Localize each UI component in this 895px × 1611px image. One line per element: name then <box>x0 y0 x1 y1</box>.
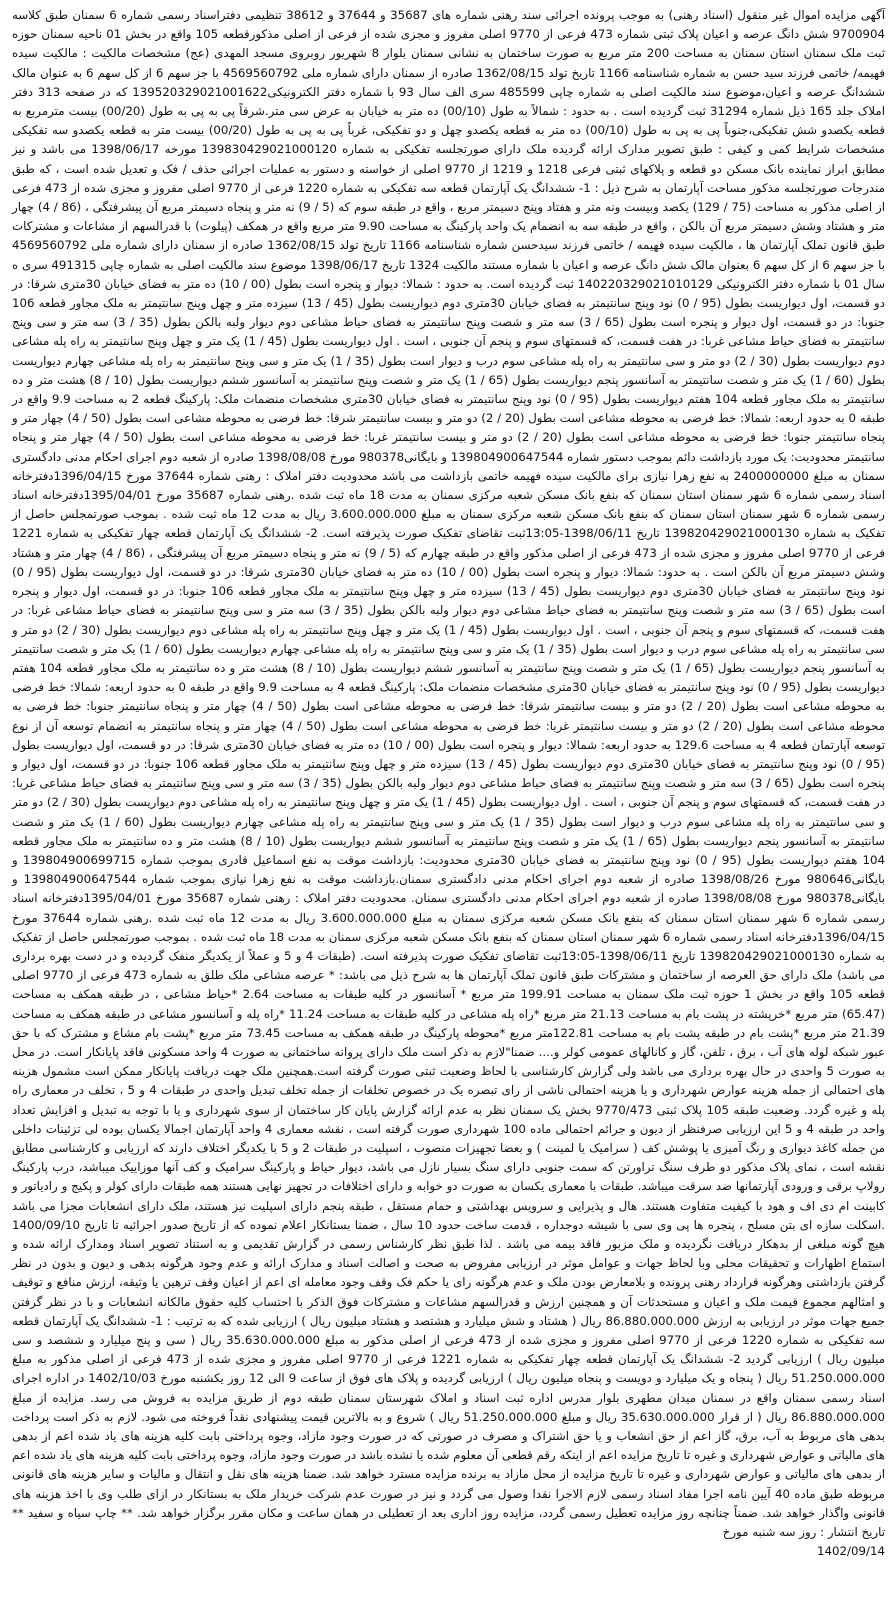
auction-notice-text <box>12 6 885 1542</box>
publish-date: 1402/09/14 <box>817 1544 885 1559</box>
notice-body: آگهی مزایده اموال غیر منقول (اسناد رهنی) به موجب پرونده اجرائی سند رهنی شماره های 35687 و 37644 و 38612 تنظیمی دفتراسناد رسمی شماره 6 سمنان طبق کلاسه 9700904 شش دانگ عرصه و اعیان پلاک ثبتی شماره 473 فرعی از 9770 اصلی مفروز و مجزی شده از فرعی از اصلی مذکورقطعه 105 واقع در بخش 01 ناحیه سمنان حوزه ثبت ملک سمنان استان سمنان به مساحت 200 متر مربع به صورت ساختمان به نشانی سمنان بلوار 8 شهریور روبروی مسجد المهدی (عج) مشخصات مالکیت : مالکیت سیده فهیمه/ خاتمی فرزند سید حسن به شماره شناسنامه 1166 تاریخ تولد 1362/08/15 صادره از سمنان دارای شماره ملی 4569560792 با جز سهم 6 از کل سهم 6 به عنوان مالک ششدانگ عرصه و اعیان،موضوع سند مالکیت اصلی به شماره چاپی 485599 سری الف سال 93 با شماره دفتر الکترونیکی139520329021001622 که در صفحه 313 دفتر املاک جلد 165 ذیل شماره 31294 ثبت گردیده است . به حدود : شمالاً به طول (00/10) ده متر به خیابان به عرض سی متر.شرقاً پی به پی به طول (00/20) بیست مترمربع به قطعه یکصدو شش تفکیکی،جنوباً پی به پی به طول (00/10) ده متر به قطعه یکصدو چهل و دو تفکیکی، غرباً پی به پی به طول (00/20) بیست متر به قطعه یکصدو سه تفکیکی مشخصات شرایط کمی و کیفی : طبق تصویر مدارک ارائه گردیده ملک دارای صورتجلسه تفکیکی به شماره 139830429021000120 مورخه 1398/06/17 می باشد و نیز مطابق ابراز نماینده بانک مسکن دو قطعه و پلاکهای ثبتی فرعی 1218 و 1219 از 9770 اصلی از خواسته و دستور به عملیات اجرائی حذف / فک و تعدیل شده است ، که طبق مندرجات صورتجلسه مذکور مساحت آپارتمان به شرح ذیل : 1- ششدانگ یک آپارتمان قطعه سه تفکیکی به شماره 1220 فرعی از 9770 اصلی مفروز و مجزی شده از 473 فرعی از اصلی مذکور به مساحت (75 / 129) یکصد وبیست ونه متر و هفتاد وپنج دسیمتر مربع ، واقع در طبقه سوم که (5 / 9) نه متر و پنجاه دسیمتر مربع آن پیشرفتگی ، (86 / 4) چهار متر و هشتاد وشش دسیمتر مربع آن بالکن ، واقع در طبقه سه به انضمام یک واحد پارکینگ به مساحت 9.90 متر مربع واقع در همکف (پیلوت) با قدرالسهم از مشاعات و مشترکات طبق قانون تملک آپارتمان ها ، مالکیت سیده فهیمه / خاتمی فرزند سیدحسن شماره شناسنامه 1166 تاریخ تولد 1362/08/15 صادره از سمنان دارای شماره ملی 4569560792 با جز سهم 6 از کل سهم 6 بعنوان مالک شش دانگ عرصه و اعیان با شماره مستند مالکیت 1324 تاریخ 1398/06/17 موضوع سند مالکیت اصلی به شماره چاپی 491315 سری ه سال 01 با شماره دفتر الکترونیکی 140220329021010129 ثبت گردیده است. به حدود : شمالا: دیوار و پنجره است بطول (00 / 10) ده متر به فضای خیابان 30متری شرقا: در دو قسمت، اول دیواریست بطول (95 / 0) نود وپنج سانتیمتر به فضای خیابان 30متری دوم دیواریست بطول (45 / 13) سیزده متر و چهل وپنج سانتیمتر به ملک مجاور قطعه 106 جنوبا: در دو قسمت، اول دیوار و پنجره است بطول (65 / 3) سه متر و شصت وپنج سانتیمتر به فضای حیاط مشاعی دوم دیوار ولبه بالکن بطول (35 / 3) سه متر و سی وپنج سانتیمتر به فضای حیاط مشاعی غربا: در هفت قسمت، که قسمتهای سوم و پنجم آن جنوبی ، است . اول دیواریست بطول (45 / 1) یک متر و چهل وپنج سانتیمتر به راه پله مشاعی دوم دیواریست بطول (30 / 2) دو متر و سی سانتیمتر به راه پله مشاعی سوم درب و دیوار است بطول (35 / 1) یک متر و سی وپنج سانتیمتر به راه پله مشاعی چهارم دیواریست بطول (60 / 1) یک متر و شصت سانتیمتر به آسانسور پنجم دیواریست بطول (65 / 1) یک متر و شصت وپنج سانتیمتر به آسانسور ششم دیواریست بطول (10 / 8) هشت متر و ده سانتیمتر به ملک مجاور قطعه 104 هفتم دیواریست بطول (95 / 0) نود وپنج سانتیمتر به فضای خیابان 30متری مشخصات منضمات ملک: پارکینگ قطعه 2 به مساحت 9.9 واقع در طبقه 0 به حدود اربعه: شمالا: خط فرضی به محوطه مشاعی است بطول (20 / 2) دو متر و بیست سانتیمتر شرقا: خط فرضی به محوطه مشاعی است بطول (50 / 4) چهار متر و پنجاه سانتیمتر جنوبا: خط فرضی به محوطه مشاعی است بطول (20 / 2) دو متر و بیست سانتیمتر غربا: خط فرضی به محوطه مشاعی است بطول (50 / 4) چهار متر و پنجاه سانتیمتر محدودیت: یک مورد بازداشت دائم بموجب دستور شماره 139804900647544 و بایگانی980378 مورخ 1398/08/08 صادره از شعبه دوم اجرای احکام مدنی دادگستری سمنان به مبلغ 2400000000 به نفع زهرا نیازی برای مالکیت سیده فهیمه خاتمی بازداشت می باشد محدودیت دفتر املاک : رهنی شماره 37644 مورخ 1396/04/15دفترخانه اسناد رسمی شماره 6 شهر سمنان استان سمنان که بنفع بانک مسکن شعبه مرکزی سمنان به مدت 18 ماه ثبت شده .رهنی شماره 35687 مورخ 1395/04/01دفترخانه اسناد رسمی شماره 6 شهر سمنان استان سمنان که بنفع بانک مسکن شعبه مرکزی سمنان به مبلغ 3.600.000.000 ریال به مدت 12 ماه ثبت شده . بموجب صورتمجلس حاصل از تفکیک به شماره 139820429021000130 تاریخ 1398/06/11-13:05ثبت تقاضای تفکیک صورت پذیرفته است. 2- ششدانگ یک آپارتمان قطعه چهار تفکیکی به شماره 1221 فرعی از 9770 اصلی مفروز و مجزی شده از 473 فرعی از اصلی مذکور واقع در طبقه چهارم که (5 / 9) نه متر و پنجاه دسیمتر مربع آن پیشرفتگی ، (86 / 4) چهار متر و هشتاد وشش دسیمتر مربع آن بالکن است . به حدود: شمالا: دیوار و پنجره است بطول (00 / 10) ده متر به فضای خیابان 30متری شرقا: در دو قسمت، اول دیواریست بطول (95 / 0) نود وپنج سانتیمتر به فضای خیابان 30متری دوم دیواریست بطول (45 / 13) سیزده متر و چهل وپنج سانتیمتر به ملک مجاور قطعه 106 جنوبا: در دو قسمت، اول دیوار و پنجره است بطول (65 / 3) سه متر و شصت وپنج سانتیمتر به فضای حیاط مشاعی دوم دیوار ولبه بالکن بطول (35 / 3) سه متر و سی وپنج سانتیمتر به فضای حیاط مشاعی غربا: در هفت قسمت، که قسمتهای سوم و پنجم آن جنوبی ، است . اول دیواریست بطول (45 / 1) یک متر و چهل وپنج سانتیمتر به راه پله مشاعی دوم دیواریست بطول (30 / 2) دو متر و سی سانتیمتر به راه پله مشاعی سوم درب و دیوار است بطول (35 / 1) یک متر و سی وپنج سانتیمتر به راه پله مشاعی چهارم دیواریست بطول (60 / 1) یک متر و شصت سانتیمتر به آسانسور پنجم دیواریست بطول (65 / 1) یک متر و شصت وپنج سانتیمتر به آسانسور ششم دیواریست بطول (10 / 8) هشت متر و ده سانتیمتر به ملک مجاور قطعه 104 هفتم دیواریست بطول (95 / 0) نود وپنج سانتیمتر به فضای خیابان 30متری مشخصات منضمات ملک: پارکینگ قطعه 4 به مساحت 9.9 واقع در طبقه 0 به حدود اربعه: شمالا: خط فرضی به محوطه مشاعی است بطول (20 / 2) دو متر و بیست سانتیمتر شرقا: خط فرضی به محوطه مشاعی است بطول (50 / 4) چهار متر و پنجاه سانتیمتر جنوبا: خط فرضی به محوطه مشاعی است بطول (20 / 2) دو متر و بیست سانتیمتر غربا: خط فرضی به محوطه مشاعی است بطول (50 / 4) چهار متر و پنجاه سانتیمتر به انضمام توسعه آن از نوع توسعه آپارتمان قطعه 4 به مساحت 129.6 به حدود اربعه: شمالا: دیوار و پنجره است بطول (00 / 10) ده متر به فضای خیابان 30متری شرقا: در دو قسمت، اول دیواریست بطول (95 / 0) نود وپنج سانتیمتر به فضای خیابان 30متری دوم دیواریست بطول (45 / 13) سیزده متر و چهل وپنج سانتیمتر به ملک مجاور قطعه 106 جنوبا: در دو قسمت، اول دیوار و پنجره است بطول (65 / 3) سه متر و شصت وپنج سانتیمتر به فضای حیاط مشاعی دوم دیوار ولبه بالکن بطول (35 / 3) سه متر و سی وپنج سانتیمتر به فضای حیاط مشاعی غربا: در هفت قسمت، که قسمتهای سوم و پنجم آن جنوبی ، است . اول دیواریست بطول (45 / 1) یک متر و چهل وپنج سانتیمتر به راه پله مشاعی دوم دیواریست بطول (30 / 2) دو متر و سی سانتیمتر به راه پله مشاعی سوم درب و دیوار است بطول (35 / 1) یک متر و سی وپنج سانتیمتر به راه پله مشاعی چهارم دیواریست بطول (60 / 1) یک متر و شصت سانتیمتر به آسانسور پنجم دیواریست بطول (65 / 1) یک متر و شصت وپنج سانتیمتر به آسانسور ششم دیواریست بطول (10 / 8) هشت متر و ده سانتیمتر به ملک مجاور قطعه 104 هفتم دیواریست بطول (95 / 0) نود وپنج سانتیمتر به فضای خیابان 30متری محدودیت: بازداشت موقت به نفع اسماعیل قادری بموجب شماره 139804900699715 و بایگانی980646 مورخ 1398/08/26 صادره از شعبه دوم اجرای احکام مدنی دادگستری سمنان.بازداشت موقت به نفع زهرا نیازی بموجب شماره 139804900647544 و بایگانی980378 مورخ 1398/08/08 صادره از شعبه دوم اجرای احکام مدنی دادگستری سمنان. محدودیت دفتر املاک : رهنی شماره 35687 مورخ 1395/04/01دفترخانه اسناد رسمی شماره 6 شهر سمنان استان سمنان که بنفع بانک مسکن شعبه مرکزی سمنان به مبلغ 3.600.000.000 ریال به مدت 12 ماه ثبت شده .رهنی شماره 37644 مورخ 1396/04/15دفترخانه اسناد رسمی شماره 6 شهر سمنان استان سمنان که بنفع بانک مسکن شعبه مرکزی سمنان به مدت 18 ماه ثبت شده . بموجب صورتمجلس حاصل از تفکیک به شماره 139820429021000130 تاریخ 1398/06/11-13:05ثبت تقاضای تفکیک صورت پذیرفته است. (طبقات 4 و 5 و عملاً از یکدیگر منفک گردیده و در دست بهره برداری می باشد) ملک دارای حق العرصه از ساختمان و مشترکات طبق قانون تملک آپارتمان ها به شرح ذیل می باشد: * عرصه مشاعی ملک طلق به شماره 473 فرعی از 9770 اصلی قطعه 105 واقع در بخش 1 حوزه ثبت ملک سمنان به مساحت 199.91 متر مربع * آسانسور در کلیه طبقات به مساحت 2.64 *حیاط مشاعی ، در طبقه همکف به مساحت (65.47) متر مربع *خرپشته در پشت بام به مساحت 21.13 متر مربع *راه پله مشاعی در کلیه طبقات به مساحت 11.24 *راه پله و آسانسور مشاعی در طبقه همکف به مساحت 21.39 متر مربع *پشت بام در طبقه پشت بام به مساحت 122.81متر مربع *محوطه پارکینگ در طبقه همکف به مساحت 73.45 متر مربع *پشت بام مشاع و مشترک که با حق عبور شبکه لوله های آب ، برق ، تلفن، گاز و کانالهای عمومی کولر و.... ضمنا"لازم به ذکر است ملک دارای پروانه ساختمانی به صورت 4 واحد مسکونی فاقد پایانکار است. در محل به صورت 5 واحدی در حال بهره برداری می باشد ولی گزارش کارشناسی با لحاظ وضعیت ثبتی صورت گرفته است.همچنین ملک جهت دریافت پایانکار ممکن است مشمول هزینه های احتمالی از جمله هزینه عوارض شهرداری و یا هزینه احتمالی ناشی از رای تبصره یک در خصوص تخلفات از جمله تخلف تبدیل واحدی در طبقات 4 و 5 ، تخلف در معماری راه پله و غیره گردد. وضعیت طبقه 105 پلاک ثبتی 9770/473 بخش یک سمنان نظر به عدم ارائه گزارش پایان کار ساختمان از سوی شهرداری و یا با توجه به تبدیل و افزایش تعداد واحد در طبقه 4 و 5 این ارزیابی صرفنظر از دیون و جرائم احتمالی ماده 100 شهرداری صورت گرفته است ، نقشه معماری 4 واحد آپارتمان اجمالا یکسان بوده لی تزئینات داخلی من جمله کاغذ دیواری و رنگ آمیزی یا پوشش کف ( سرامیک یا لمینت ) و بعضا تجهیزات منصوب ، اسپلیت در طبقات 2 و 5 با یکدیگر اختلاف دارند که ارزیابی و کارشناسی مطابق نقشه است ، نمای پلاک مذکور دو طرف سنگ تراورتن که سمت جنوبی دارای سنگ بسیار نازل می باشد، دیوار حیاط و پارکینگ سرامیک و کف آنها موزاییک میباشد، درب پارکینگ رولاپ برقی و ورودی آپارتمانها ضد سرقت میباشد. طبقات با معماری یکسان به صورت دو خوابه و دارای اختلافات در تجهیز نهایی هستند همه طبقات دارای کولر و پکیج و رادیاتور و کابینت ام دی اف و هود با کیفیت متفاوت هستند. هال و پذیرایی و سرویس بهداشتی و حمام مستقل ، طبقه پنجم دارای اسپلیت نیز هستند، ملک دارای انشعابات مجزا می باشد .اسکلت سازه ای بتن مسلح ، پنجره ها پی وی سی با شیشه دوجداره ، قدمت ساخت حدود 10 سال ، ضمنا بستانکار اعلام نموده که از تاریخ صدور اجرائیه تا تاریخ 1400/09/10 هیچ گونه مبلغی از بدهکار دریافت نگردیده و ملک مزبور فاقد بیمه می باشد . لذا طبق نظر کارشناس رسمی در گزارش تقدیمی و به استناد تصویر اسناد ومدارک ارائه شده و استماع اظهارات و تحقیقات محلی وبا لحاظ جهات و عوامل موثر در ارزیابی مفروض به صحت و اصالت اسناد و مدارک ارائه و عدم وجود هرگونه بدهی و دیون و بدون در نظر گرفتن بازداشتی وهرگونه قرارداد رهنی پرونده و بلامعارض بودن ملک و عدم هرگونه رای یا حکم فک وقف وجود معامله ای اعم از اعیان وقف ترهین یا وثیقه، ارزش منافع و توقیف و امثالهم مجموع قیمت ملک و اعیان و مستحدثات آن و همچنین ارزش و قدرالسهم مشاعات و مشترکات فوق الذکر با احتساب کلیه حقوق مالکانه انشعابات و با در نظر گرفتن جمیع جهات موثر در ارزیابی به ارزش 86.880.000.000 ریال ( هشتاد و شش میلیارد و هشتصد و هشتاد میلیون ریال ) ارزیابی شده که به ترتیب : 1- ششدانگ یک آپارتمان قطعه سه تفکیکی به شماره 1220 فرعی از 9770 اصلی مفروز و مجزی شده از 473 فرعی از اصلی مذکور به مبلغ 35.630.000.000 ریال ( سی و پنج میلیارد و ششصد و سی میلیون ریال ) ارزیابی گردید 2- ششدانگ یک آپارتمان قطعه چهار تفکیکی به شماره 1221 فرعی از 9770 اصلی مفروز و مجزی شده از 473 فرعی از اصلی مذکور به مبلغ 51.250.000.000 ریال ( پنجاه و یک میلیارد و دویست و پنجاه میلیون ریال ) ارزیابی گردیده و پلاک های فوق از ساعت 9 الی 12 روز یکشنبه مورخ 1402/10/03 در اداره اجرای اسناد رسمی سمنان واقع در سمنان میدان مطهری بلوار مدرس اداره ثبت اسناد و املاک شهرستان سمنان طبقه دوم از طریق مزایده به فروش می رسد. مزایده از مبلغ 86.880.000.000 ریال ( از قرار 35.630.000.000 ریال و مبلغ 51.250.000.000 ریال ) شروع و به بالاترین قیمت پیشنهادی نقداً فروخته می شود. لازم به ذکر است پرداخت بدهی های مربوط به آب، برق، گاز اعم از حق انشعاب و یا حق اشتراک و مصرف در صورتی که در صورت وجود مازاد، وجوه پرداختی بابت کلیه هزینه های یاد شده اعم از بدهی های مالیاتی و عوارض شهرداری و غیره تا تاریخ مزایده اعم از اینکه رقم قطعی آن معلوم شده یا نشده باشد در صورت وجود مازاد، وجوه پرداختی بابت کلیه هزینه های یاد شده اعم از بدهی های مالیاتی و عوارض شهرداری و غیره تا تاریخ مزایده از محل مازاد به برنده مزایده مسترد خواهد شد. ضمنا هزینه های نقل و انتقال و مالیات و سایر هزینه های قانونی مربوطه طبق ماده 40 آیین نامه اجرا مفاد اسناد رسمی لازم الاجرا نقدا وصول می گردد و نیز در صورت عدم شرکت خریدار ملک به بستانکار در ازای طلب وی با اخذ هزینه های قانونی واگذار خواهد شد. ضمناً چنانچه روز مزایده تعطیل رسمی گردد، مزایده روز اداری بعد از تعطیلی در همان ساعت و مکان مقرر برگزار خواهد شد. ** چاپ سیاه و سفید ** تاریخ انتشار : روز سه شنبه مورخ <box>12 8 886 1540</box>
